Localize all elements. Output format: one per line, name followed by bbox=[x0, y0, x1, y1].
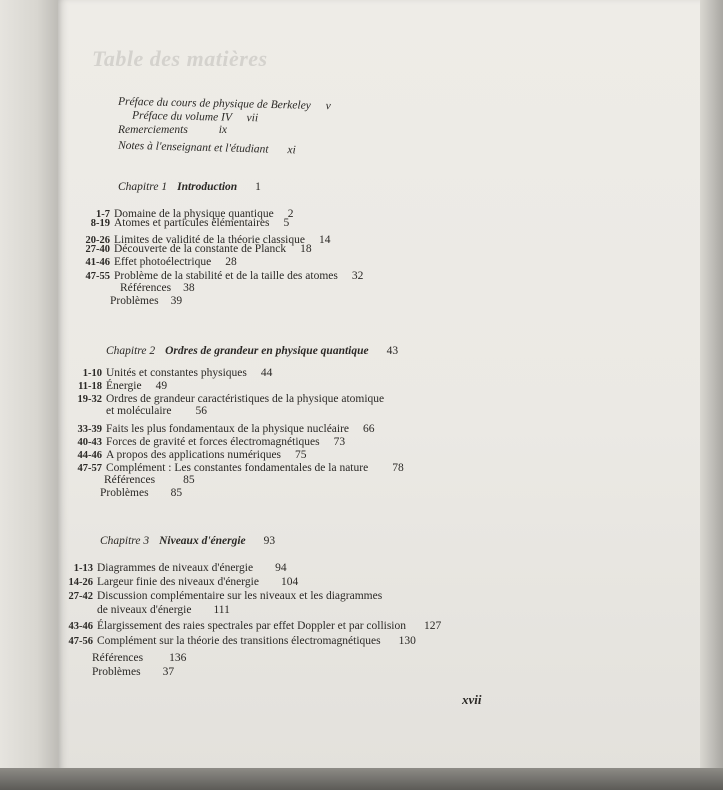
front-matter-item: Préface du volume IV vii bbox=[131, 109, 259, 125]
toc-title: Table des matières bbox=[92, 46, 268, 71]
page-stack-edge bbox=[700, 0, 723, 790]
problems-entry: Problèmes 85 bbox=[100, 487, 183, 499]
chapter-3-heading: Chapitre 3 Niveaux d'énergie 93 bbox=[100, 535, 276, 547]
toc-entry: 1-10 Unités et constantes physiques 44 bbox=[82, 367, 273, 379]
toc-entry: 11-18 Énergie 49 bbox=[78, 380, 168, 392]
page-folio: xvii bbox=[462, 692, 482, 707]
toc-entry: 8-19 Atomes et particules élémentaires 5 bbox=[90, 217, 290, 229]
facing-page-edge bbox=[0, 0, 62, 790]
references-entry: Références 136 bbox=[92, 652, 187, 664]
chapter-2-heading: Chapitre 2 Ordres de grandeur en physique quantique 43 bbox=[106, 345, 399, 357]
front-matter-item: Remerciements ix bbox=[118, 124, 228, 136]
problems-entry: Problèmes 39 bbox=[110, 295, 183, 307]
front-matter-item: Notes à l'enseignant et l'étudiant xi bbox=[117, 139, 296, 157]
references-entry: Références 38 bbox=[120, 282, 195, 294]
toc-entry: 19-32 Ordres de grandeur caractéristiques de la physique atomique bbox=[77, 393, 385, 405]
toc-entry: 47-56 Complément sur la théorie des transitions électromagnétiques 130 bbox=[68, 635, 416, 647]
toc-entry: 20-26 Limites de validité de la théorie classique 14 bbox=[85, 234, 331, 246]
toc-entry-continuation: et moléculaire 56 bbox=[106, 405, 207, 417]
book-bottom-edge bbox=[0, 768, 723, 790]
toc-entry: 43-46 Élargissement des raies spectrales par effet Doppler et par collision 127 bbox=[68, 620, 442, 632]
toc-entry-continuation: de niveaux d'énergie 111 bbox=[97, 604, 230, 616]
references-entry: Références 85 bbox=[104, 474, 195, 486]
toc-entry: 47-55 Problème de la stabilité et de la taille des atomes 32 bbox=[85, 270, 364, 282]
chapter-1-heading: Chapitre 1 Introduction 1 bbox=[118, 181, 261, 193]
toc-entry: 41-46 Effet photoélectrique 28 bbox=[85, 256, 237, 268]
toc-entry: 47-57 Complément : Les constantes fondamentales de la nature 78 bbox=[77, 462, 404, 474]
toc-entry: 27-42 Discussion complémentaire sur les niveaux et les diagrammes bbox=[68, 590, 383, 602]
toc-entry: 44-46 A propos des applications numériques 75 bbox=[77, 449, 307, 461]
toc-entry: 27-40 Découverte de la constante de Planck 18 bbox=[85, 243, 312, 255]
problems-entry: Problèmes 37 bbox=[92, 666, 175, 678]
toc-entry: 1-7 Domaine de la physique quantique 2 bbox=[96, 208, 294, 220]
toc-entry: 1-13 Diagrammes de niveaux d'énergie 94 bbox=[73, 562, 287, 574]
toc-entry: 40-43 Forces de gravité et forces électromagnétiques 73 bbox=[77, 436, 346, 448]
front-matter-item: Préface du cours de physique de Berkeley v bbox=[117, 95, 331, 113]
toc-entry: 14-26 Largeur finie des niveaux d'énergie 104 bbox=[68, 576, 299, 588]
toc-entry: 33-39 Faits les plus fondamentaux de la physique nucléaire 66 bbox=[77, 423, 375, 435]
